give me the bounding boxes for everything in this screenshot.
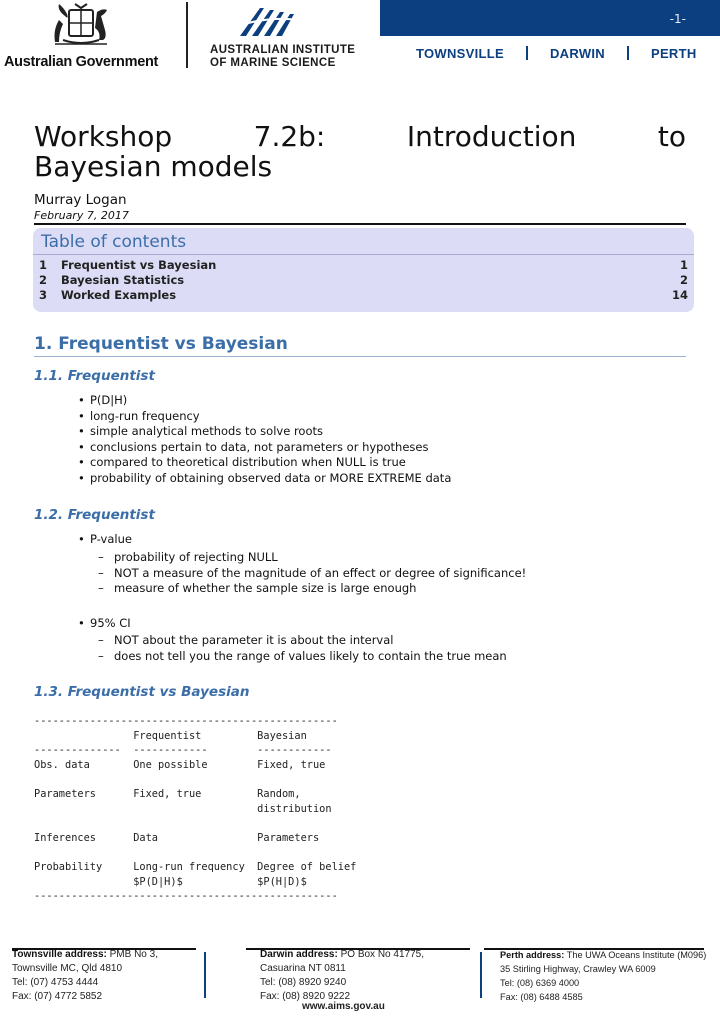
toc-item-page: 14 bbox=[671, 288, 688, 302]
city-separator bbox=[627, 46, 629, 60]
list-item: • long-run frequency bbox=[78, 409, 451, 425]
coat-of-arms-icon bbox=[45, 2, 117, 50]
list-item: – NOT a measure of the magnitude of an effect or degree of significance! bbox=[98, 566, 526, 582]
city-list bbox=[416, 46, 697, 61]
address-line: PO Box No 41775, bbox=[340, 949, 424, 960]
city-townsville: TOWNSVILLE bbox=[416, 46, 504, 61]
government-logo-block bbox=[0, 0, 200, 74]
list-item: • conclusions pertain to data, not parameters or hypotheses bbox=[78, 440, 451, 456]
date: February 7, 2017 bbox=[34, 209, 129, 222]
address-line: PMB No 3, bbox=[109, 949, 158, 960]
toc-heading: Table of contents bbox=[41, 232, 187, 252]
city-separator bbox=[526, 46, 528, 60]
address-line: 35 Stirling Highway, Crawley WA 6009 bbox=[500, 964, 656, 974]
institute-name-line2: OF MARINE SCIENCE bbox=[210, 57, 336, 69]
institute-name bbox=[210, 44, 355, 70]
toc-item-title: Bayesian Statistics bbox=[61, 273, 185, 287]
address-line: Fax: (08) 8920 9222 bbox=[260, 991, 351, 1002]
city-perth: PERTH bbox=[650, 46, 697, 61]
perth-address bbox=[500, 948, 706, 1004]
government-name: Australian Government bbox=[4, 54, 159, 70]
subsection-heading: 1.1. Frequentist bbox=[34, 368, 155, 384]
address-line: Townsville MC, Qld 4810 bbox=[12, 963, 123, 974]
title-word: to bbox=[657, 120, 687, 153]
sub-list bbox=[98, 633, 507, 664]
address-line: Casuarina NT 0811 bbox=[260, 963, 346, 974]
list-item: • compared to theoretical distribution when NULL is true bbox=[78, 455, 451, 471]
address-label: Townsville address: bbox=[12, 949, 107, 960]
toc-item-number: 1 bbox=[39, 258, 48, 272]
toc-item-page: 2 bbox=[679, 273, 688, 287]
table-of-contents bbox=[33, 228, 694, 312]
title-word: Introduction bbox=[406, 120, 577, 153]
list-item: – NOT about the parameter it is about the interval bbox=[98, 633, 507, 649]
address-line: Tel: (08) 8920 9240 bbox=[260, 977, 347, 988]
townsville-address bbox=[12, 948, 158, 1004]
toc-item-title: Worked Examples bbox=[61, 288, 177, 302]
address-line: Fax: (08) 6488 4585 bbox=[500, 992, 583, 1002]
institute-name-line1: AUSTRALIAN INSTITUTE bbox=[210, 44, 356, 56]
list-item: • 95% CI bbox=[78, 616, 131, 632]
toc-item-title: Frequentist vs Bayesian bbox=[61, 258, 217, 272]
bullet-list bbox=[78, 532, 132, 548]
list-item: – does not tell you the range of values likely to contain the true mean bbox=[98, 649, 507, 665]
address-line: Fax: (07) 4772 5852 bbox=[12, 991, 103, 1002]
city-darwin: DARWIN bbox=[549, 46, 605, 61]
footer-divider bbox=[480, 952, 482, 998]
header-band bbox=[380, 0, 720, 36]
address-line: The UWA Oceans Institute (M096) bbox=[566, 950, 707, 960]
list-item: – measure of whether the sample size is large enough bbox=[98, 581, 526, 597]
section-rule bbox=[34, 356, 686, 357]
doc-title-line1 bbox=[34, 122, 686, 152]
title-word: 7.2b: bbox=[253, 120, 326, 153]
page-number: -1- bbox=[669, 12, 686, 26]
bullet-list bbox=[78, 393, 451, 487]
header-divider bbox=[186, 2, 188, 68]
author: Murray Logan bbox=[34, 192, 127, 208]
doc-title-line2: Bayesian models bbox=[34, 150, 273, 183]
title-rule bbox=[34, 223, 686, 225]
comparison-table: ------------------------------------------------- Frequentist Bayesian -------------- ------------ ------------ Obs. data One possible Fixed, true Parameters Fixed, true Random, distribution Inferences Data Parameters Probability Long-run frequency Degree of belief $P(D|H)$ $P(H|D)$ ------------------------------------------------- bbox=[34, 715, 357, 903]
toc-item-number: 3 bbox=[39, 288, 48, 302]
list-item: • P(D|H) bbox=[78, 393, 451, 409]
list-item: – probability of rejecting NULL bbox=[98, 550, 526, 566]
aims-logo-icon bbox=[236, 4, 300, 38]
bullet-list bbox=[78, 616, 131, 632]
toc-item-number: 2 bbox=[39, 273, 48, 287]
subsection-heading: 1.3. Frequentist vs Bayesian bbox=[34, 684, 250, 700]
footer-divider bbox=[204, 952, 206, 998]
address-label: Perth address: bbox=[500, 950, 565, 960]
darwin-address bbox=[260, 948, 424, 1004]
section-heading: 1. Frequentist vs Bayesian bbox=[34, 334, 288, 354]
address-line: Tel: (08) 6369 4000 bbox=[500, 978, 580, 988]
list-item: • P-value bbox=[78, 532, 132, 548]
subsection-heading: 1.2. Frequentist bbox=[34, 507, 155, 523]
title-word: Workshop bbox=[34, 120, 173, 153]
toc-item-page: 1 bbox=[679, 258, 688, 272]
address-label: Darwin address: bbox=[260, 949, 338, 960]
list-item: • simple analytical methods to solve roots bbox=[78, 424, 451, 440]
website-link[interactable]: www.aims.gov.au bbox=[302, 1001, 385, 1012]
sub-list bbox=[98, 550, 526, 597]
toc-divider bbox=[33, 254, 694, 255]
address-line: Tel: (07) 4753 4444 bbox=[12, 977, 99, 988]
list-item: • probability of obtaining observed data or MORE EXTREME data bbox=[78, 471, 451, 487]
